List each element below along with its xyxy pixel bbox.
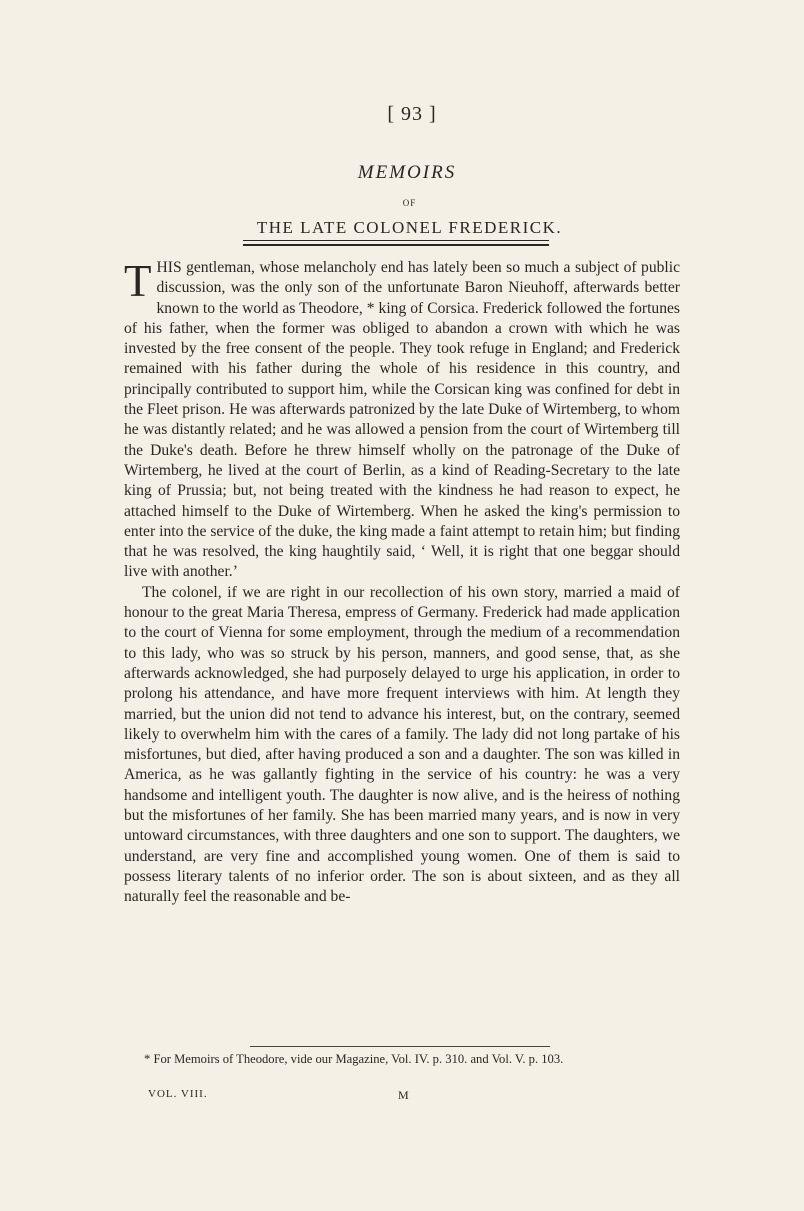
title-rule-thick [243, 244, 549, 246]
title-rule-thin [243, 240, 549, 241]
volume-marker: VOL. VIII. [148, 1088, 208, 1100]
article-title: MEMOIRS [357, 162, 457, 183]
article-title-of: OF [402, 198, 417, 208]
article-body [124, 258, 680, 908]
signature-mark: M [398, 1088, 409, 1102]
drop-cap: T [124, 256, 152, 306]
paragraph-1-text: HIS gentleman, whose melancholy end has lately been so much a subject of public discussion, was the only son of the unfortunate Baron Nieuhoff, afterwards better known to the world as Theodore, * king of Corsica. Frederick followed the fortunes of his father, when the former was obliged to abandon a crown with which he was invested by the free consent of the people. They took refuge in England; and Frederick remained with his father during the whole of his residence in this country, and principally contributed to support him, while the Corsican king was confined for debt in the Fleet prison. He was afterwards patronized by the late Duke of Wirtemberg, to whom he was distantly related; and he was allowed a pension from the court of Wirtemberg till the Duke's death. Before he threw himself wholly on the patronage of the Duke of Wirtemberg, he lived at the court of Berlin, as a kind of Reading-Secretary to the late king of Prussia; but, not being treated with the kindness he had reason to expect, he attached himself to the Duke of Wirtemberg. When he asked the king's permission to enter into the service of the duke, the king made a faint attempt to retain him; but finding that he was resolved, the king haughtily said, ‘ Well, it is right that one beggar should live with another.’ [124, 259, 680, 581]
footnote-rule [250, 1046, 550, 1047]
paragraph-1 [124, 258, 680, 583]
page-number: [ 93 ] [387, 103, 437, 125]
footnote: * For Memoirs of Theodore, vide our Magazine, Vol. IV. p. 310. and Vol. V. p. 103. [144, 1052, 564, 1066]
article-subtitle: THE LATE COLONEL FREDERICK. [256, 218, 563, 237]
paragraph-2: The colonel, if we are right in our recollection of his own story, married a maid of honour to the great Maria Theresa, empress of Germany. Frederick had made application to the court of Vienna for some employment, through the medium of a recommendation to this lady, who was so struck by his person, manners, and good sense, that, as she afterwards acknowledged, she had purposely delayed to urge his application, in order to prolong his attendance, and have more frequent interviews with him. At length they married, but the union did not tend to advance his interest, but, on the contrary, seemed likely to overwhelm him with the cares of a family. The lady did not long partake of his misfortunes, but died, after having produced a son and a daughter. The son was killed in America, as he was gallantly fighting in the service of his country: he was a very handsome and intelligent youth. The daughter is now alive, and is the heiress of nothing but the misfortunes of her family. She has been married many years, and is now in very untoward circumstances, with three daughters and one son to support. The daughters, we understand, are very fine and accomplished young women. One of them is said to possess literary talents of no inferior order. The son is about sixteen, and as they all naturally feel the reasonable and be- [124, 583, 680, 906]
